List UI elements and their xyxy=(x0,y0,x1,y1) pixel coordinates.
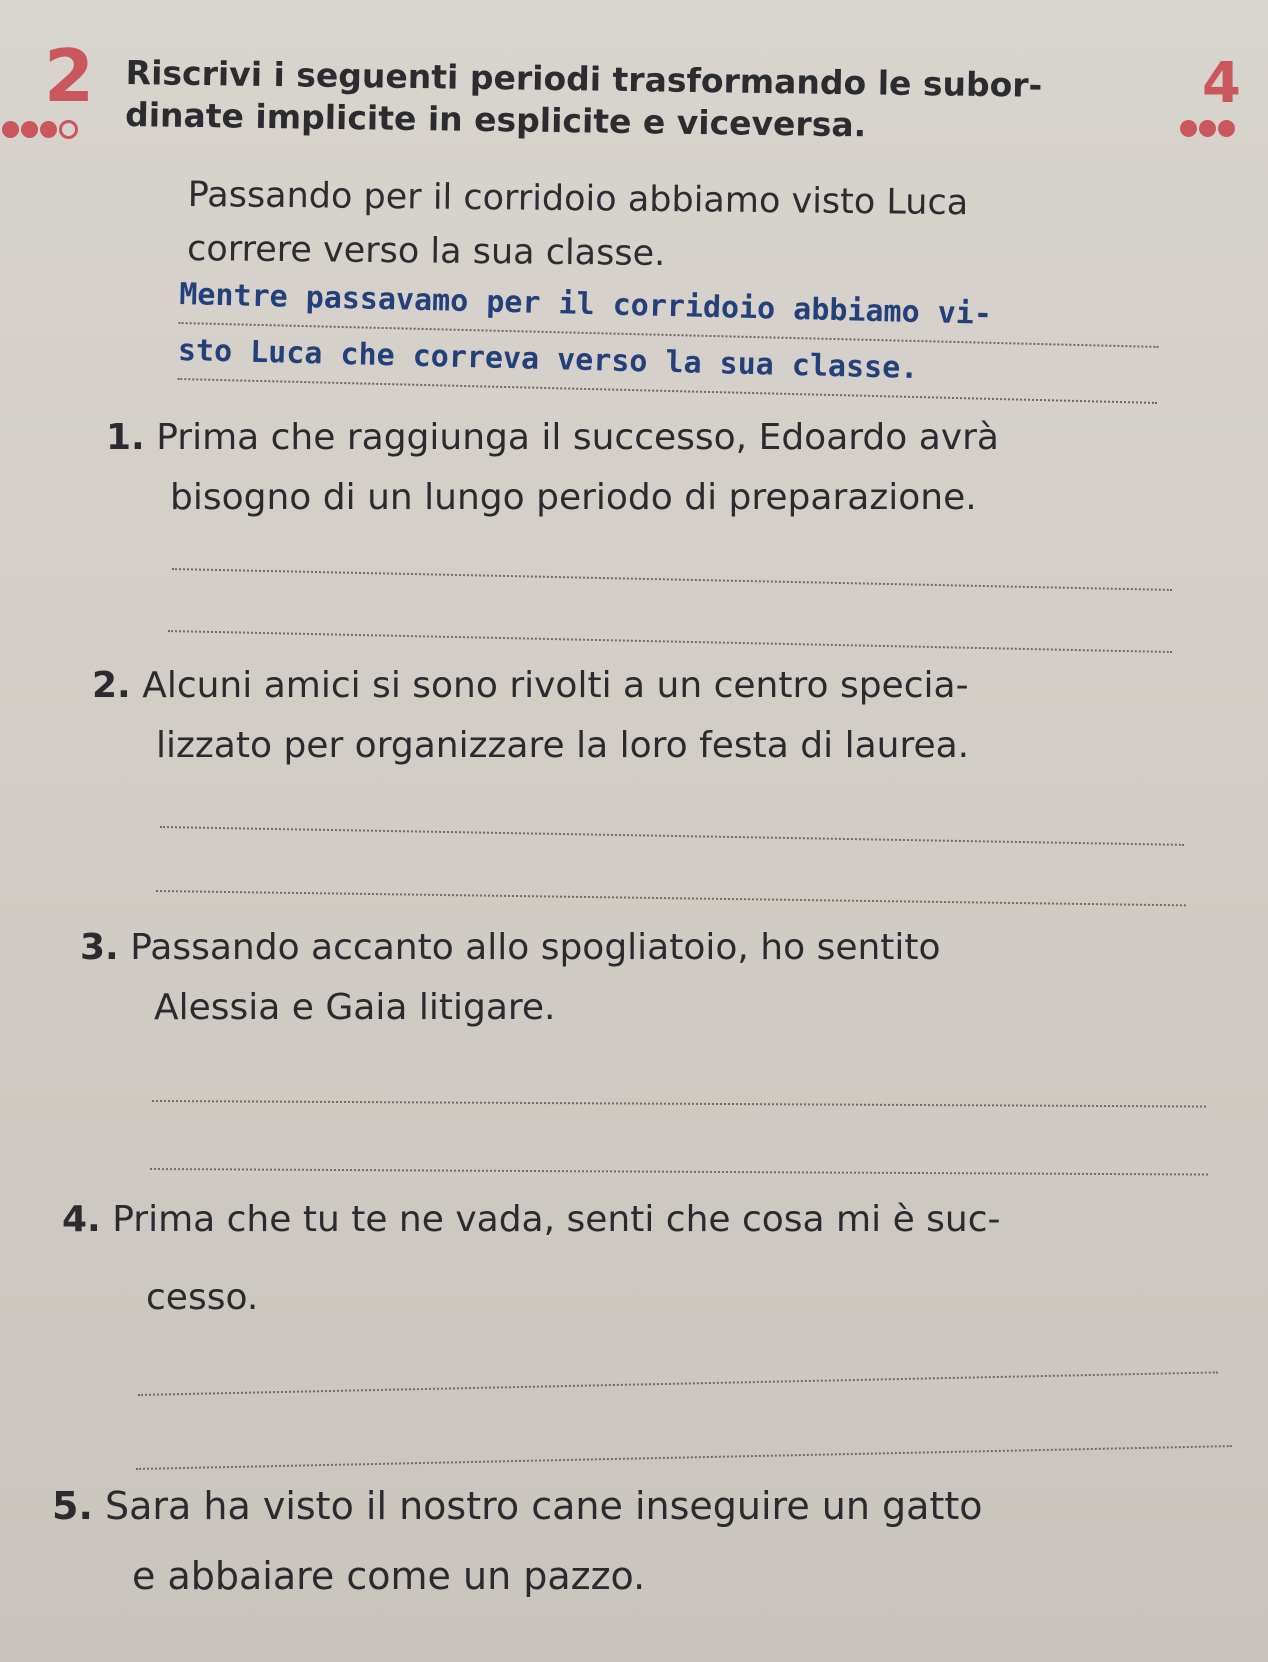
difficulty-dot-filled xyxy=(1180,120,1197,137)
item-line: Prima che tu te ne vada, senti che cosa mi è suc- xyxy=(112,1199,1001,1240)
difficulty-dot-filled xyxy=(1218,120,1235,137)
item-line: lizzato per organizzare la loro festa di laurea. xyxy=(156,725,970,766)
instruction-line: dinate implicite in esplicite e viceversa. xyxy=(124,94,867,145)
answer-rule[interactable] xyxy=(150,1168,1208,1176)
difficulty-dot-filled xyxy=(2,121,19,138)
item-line: Alessia e Gaia litigare. xyxy=(154,987,556,1028)
answer-rule[interactable] xyxy=(136,1445,1232,1470)
answer-rule[interactable] xyxy=(138,1371,1218,1396)
exercise-instruction xyxy=(125,52,1146,150)
item-line: cesso. xyxy=(146,1277,259,1318)
example-answer xyxy=(177,268,1159,404)
answer-rule[interactable] xyxy=(168,630,1172,653)
answer-rule[interactable] xyxy=(152,1100,1206,1108)
item-line: Prima che raggiunga il successo, Edoardo avrà xyxy=(156,417,999,458)
item-line: Alcuni amici si sono rivolti a un centro specia- xyxy=(142,665,969,706)
difficulty-dot-empty xyxy=(59,120,78,139)
item-line: Passando accanto allo spogliatoio, ho sentito xyxy=(130,927,941,968)
difficulty-dot-filled xyxy=(1199,120,1216,137)
item-number: 3. xyxy=(80,927,119,968)
exercise-item-4 xyxy=(62,1190,1102,1328)
item-line: e abbaiare come un pazzo. xyxy=(132,1554,646,1598)
exercise-item-3 xyxy=(80,918,1120,1038)
difficulty-indicator xyxy=(2,120,78,139)
item-number: 2. xyxy=(92,665,131,706)
exercise-number: 2 xyxy=(44,34,95,118)
answer-rule[interactable] xyxy=(156,890,1186,906)
item-line: Sara ha visto il nostro cane inseguire un gatto xyxy=(104,1484,983,1528)
next-difficulty-indicator xyxy=(1180,120,1235,137)
next-exercise-number: 4 xyxy=(1202,51,1241,116)
item-number: 4. xyxy=(62,1199,101,1240)
instruction-line: Riscrivi i seguenti periodi trasformando le subor- xyxy=(125,52,1043,105)
exercise-item-1 xyxy=(106,408,1146,528)
answer-line: sto Luca che correva verso la sua classe. xyxy=(177,324,1158,404)
exercise-item-2 xyxy=(92,656,1132,776)
answer-rule[interactable] xyxy=(172,568,1172,591)
example-sentence xyxy=(187,168,1168,286)
difficulty-dot-filled xyxy=(40,121,57,138)
item-line: bisogno di un lungo periodo di preparazione. xyxy=(170,477,977,518)
answer-rule[interactable] xyxy=(160,826,1184,846)
example-line: Passando per il corridoio abbiamo visto Luca xyxy=(187,174,969,224)
exercise-item-5 xyxy=(52,1476,1232,1606)
difficulty-dot-filled xyxy=(21,121,38,138)
item-number: 1. xyxy=(106,417,145,458)
answer-line: Mentre passavamo per il corridoio abbiamo vi- xyxy=(179,268,1160,348)
example-line: correre verso la sua classe. xyxy=(186,228,666,275)
item-number: 5. xyxy=(52,1484,93,1528)
